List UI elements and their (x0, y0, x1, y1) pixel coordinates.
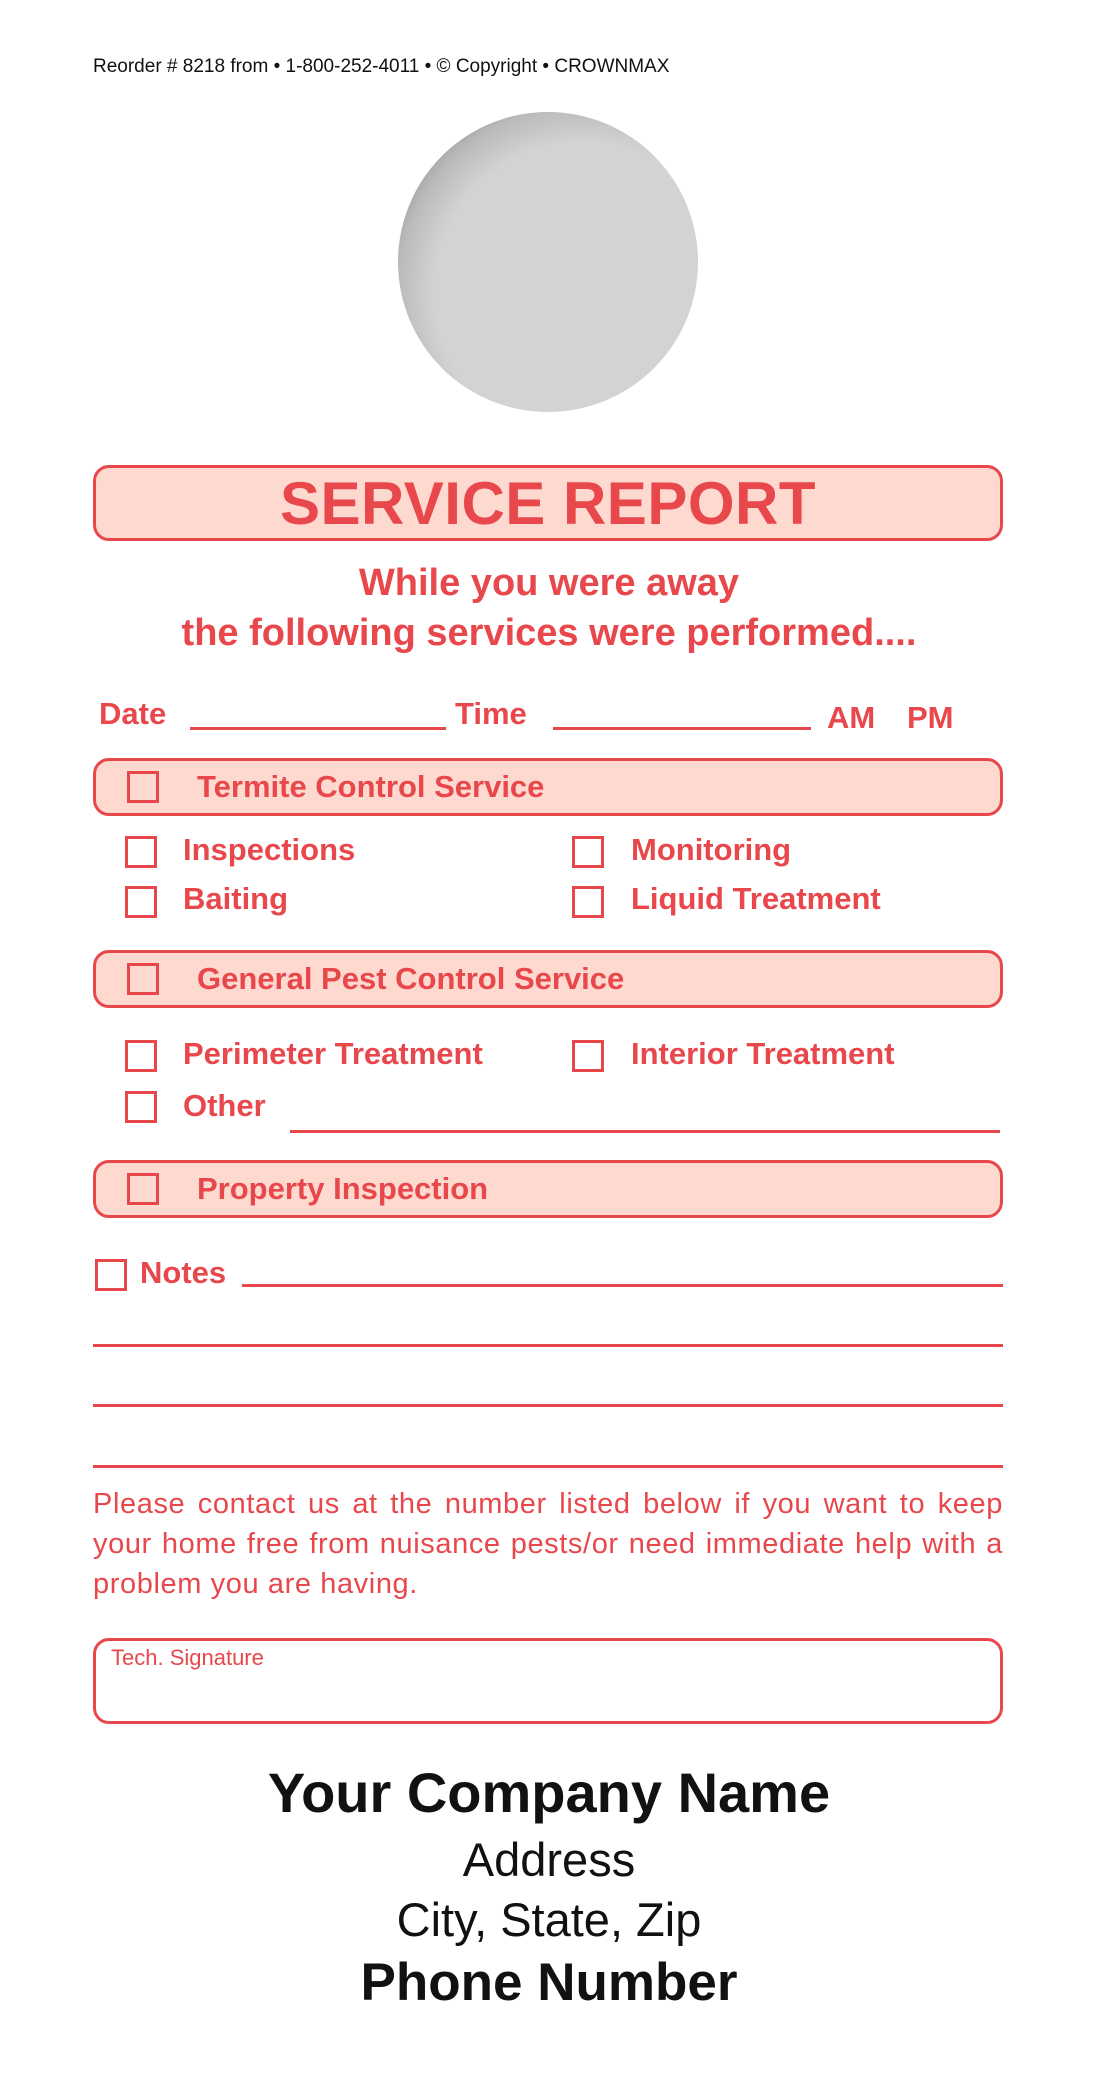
notes-label: Notes (140, 1255, 227, 1290)
inspections-label: Inspections (183, 832, 356, 867)
contact-paragraph: Please contact us at the number listed below if you want to keep your home free from nuisance pests/or need immediate help with a problem you are having. (93, 1488, 1003, 1600)
monitoring-label: Monitoring (631, 832, 792, 867)
subtitle-line-1: While you were away (358, 562, 740, 604)
liquid-treatment-label: Liquid Treatment (631, 881, 881, 916)
subtitle-line-2: the following services were performed.... (181, 612, 917, 654)
company-phone: Phone Number (360, 1953, 738, 2012)
property-inspection-heading: Property Inspection (197, 1171, 489, 1206)
am-option[interactable]: AM (827, 700, 876, 735)
perimeter-treatment-label: Perimeter Treatment (183, 1036, 483, 1071)
pm-option[interactable]: PM (907, 700, 954, 735)
liquid-treatment-checkbox[interactable] (572, 886, 604, 918)
notes-checkbox[interactable] (95, 1259, 127, 1291)
other-field[interactable] (290, 1130, 1000, 1133)
other-checkbox[interactable] (125, 1091, 157, 1123)
notes-line-3[interactable] (93, 1404, 1003, 1407)
inspections-checkbox[interactable] (125, 836, 157, 868)
time-field[interactable] (553, 727, 811, 730)
time-label: Time (455, 696, 527, 731)
termite-heading: Termite Control Service (197, 769, 545, 804)
property-inspection-checkbox[interactable] (127, 1173, 159, 1205)
reorder-line: Reorder # 8218 from • 1-800-252-4011 • © Copyright • CROWNMAX (93, 56, 670, 77)
form-title: SERVICE REPORT (279, 469, 816, 537)
notes-line-1[interactable] (242, 1284, 1003, 1287)
date-field[interactable] (190, 727, 446, 730)
baiting-checkbox[interactable] (125, 886, 157, 918)
interior-treatment-checkbox[interactable] (572, 1040, 604, 1072)
general-pest-heading: General Pest Control Service (197, 961, 625, 996)
title-banner (93, 465, 1003, 541)
date-label: Date (99, 696, 167, 731)
other-label: Other (183, 1088, 266, 1123)
tech-signature-label: Tech. Signature (111, 1645, 264, 1670)
company-address: Address (462, 1833, 636, 1886)
company-name: Your Company Name (267, 1761, 831, 1824)
company-city-state-zip: City, State, Zip (396, 1893, 702, 1946)
monitoring-checkbox[interactable] (572, 836, 604, 868)
notes-line-4[interactable] (93, 1465, 1003, 1468)
interior-treatment-label: Interior Treatment (631, 1036, 895, 1071)
tech-signature-box[interactable] (93, 1638, 1003, 1724)
termite-section-banner (93, 758, 1003, 816)
perimeter-treatment-checkbox[interactable] (125, 1040, 157, 1072)
hanger-hole-icon (398, 112, 698, 412)
property-inspection-banner (93, 1160, 1003, 1218)
notes-line-2[interactable] (93, 1344, 1003, 1347)
termite-checkbox[interactable] (127, 771, 159, 803)
general-pest-section-banner (93, 950, 1003, 1008)
general-pest-checkbox[interactable] (127, 963, 159, 995)
baiting-label: Baiting (183, 881, 289, 916)
